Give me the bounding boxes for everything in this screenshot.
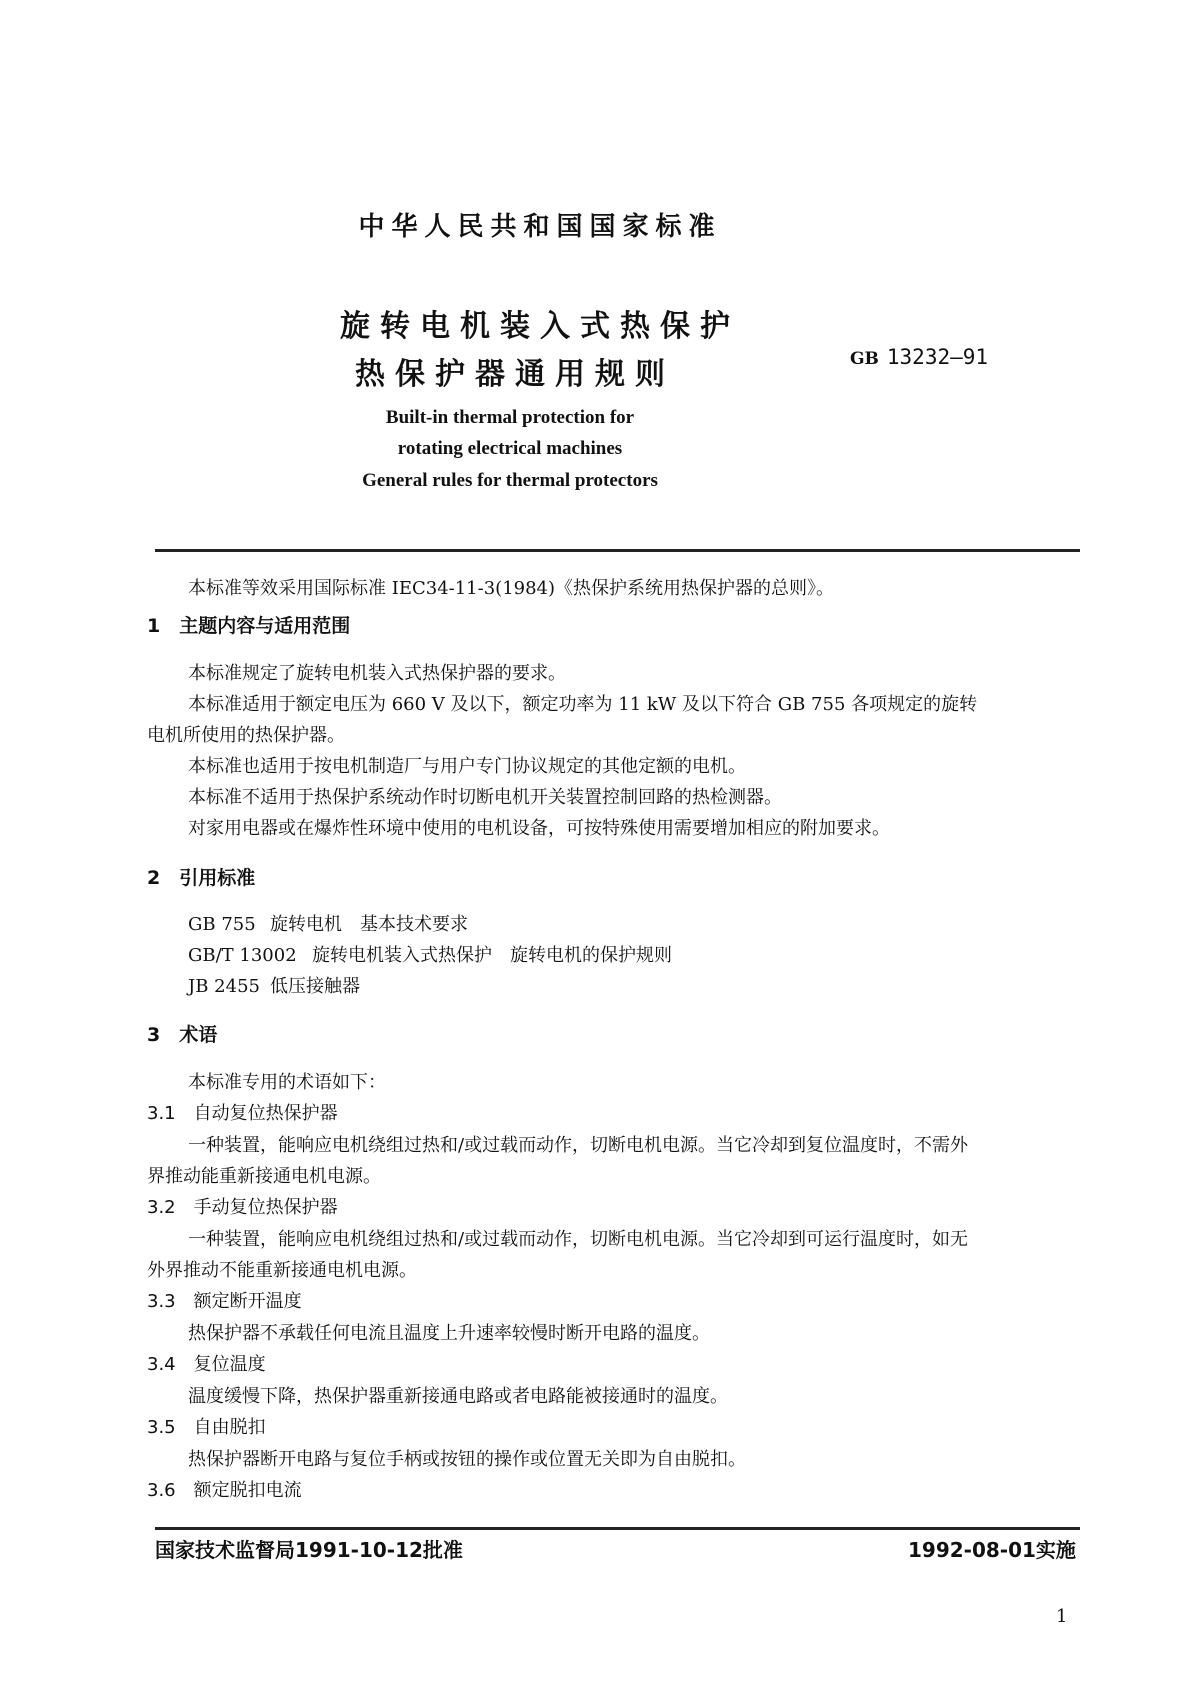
term-3-6-heading: 3.6 额定脱扣电流 <box>147 1480 302 1501</box>
standard-number <box>850 345 988 369</box>
reference-code: JB 2455 <box>188 976 260 997</box>
reference-code: GB 755 <box>188 914 256 935</box>
gb-number: 13232—91 <box>886 345 989 369</box>
reference-item <box>188 941 672 967</box>
term-3-2-text-line-2: 外界推动不能重新接通电机电源。 <box>147 1260 417 1281</box>
term-3-1-text-line-1: 一种装置，能响应电机绕组过热和/或过载而动作，切断电机电源。当它冷却到复位温度时，不需外 <box>188 1135 969 1156</box>
top-divider <box>155 549 1080 552</box>
term-3-5-heading: 3.5 自由脱扣 <box>147 1417 266 1438</box>
term-3-4-heading: 3.4 复位温度 <box>147 1354 266 1375</box>
term-3-1-heading: 3.1 自动复位热保护器 <box>147 1103 338 1124</box>
section-3-heading: 3 术语 <box>147 1024 218 1046</box>
english-title-line-2: rotating electrical machines <box>397 438 623 459</box>
section-1-paragraph-2-line-2: 电机所使用的热保护器。 <box>147 725 345 746</box>
gb-prefix: GB <box>850 349 879 369</box>
section-1-paragraph-3: 本标准也适用于按电机制造厂与用户专门协议规定的其他定额的电机。 <box>188 756 746 777</box>
term-3-1-text-line-2: 界推动能重新接通电机电源。 <box>147 1166 381 1187</box>
reference-title: 旋转电机装入式热保护 旋转电机的保护规则 <box>312 945 672 966</box>
implementation-date: 1992-08-01实施 <box>908 1538 1076 1562</box>
section-1-paragraph-1: 本标准规定了旋转电机装入式热保护器的要求。 <box>188 663 566 684</box>
english-title-line-1: Built-in thermal protection for <box>385 407 635 428</box>
term-3-3-text: 热保护器不承载任何电流且温度上升速率较慢时断开电路的温度。 <box>188 1323 710 1344</box>
reference-title: 低压接触器 <box>270 976 360 997</box>
section-1-paragraph-4: 本标准不适用于热保护系统动作时切断电机开关装置控制回路的热检测器。 <box>188 787 782 808</box>
national-standard-heading: 中华人民共和国国家标准 <box>358 212 722 242</box>
title-line-1: 旋转电机装入式热保护 <box>340 309 740 344</box>
english-title-line-3: General rules for thermal protectors <box>362 470 658 491</box>
section-2-heading: 2 引用标准 <box>147 867 256 889</box>
approval-date: 国家技术监督局1991-10-12批准 <box>155 1538 463 1562</box>
term-3-4-text: 温度缓慢下降，热保护器重新接通电路或者电路能被接通时的温度。 <box>188 1386 728 1407</box>
section-3-intro: 本标准专用的术语如下： <box>188 1072 386 1093</box>
term-3-2-heading: 3.2 手动复位热保护器 <box>147 1197 338 1218</box>
section-1-paragraph-2-line-1: 本标准适用于额定电压为 660 V 及以下，额定功率为 11 kW 及以下符合 GB 755 各项规定的旋转 <box>188 694 978 715</box>
section-1-heading: 1 主题内容与适用范围 <box>147 615 351 637</box>
reference-item <box>188 910 468 936</box>
term-3-5-text: 热保护器断开电路与复位手柄或按钮的操作或位置无关即为自由脱扣。 <box>188 1449 746 1470</box>
section-1-paragraph-5: 对家用电器或在爆炸性环境中使用的电机设备，可按特殊使用需要增加相应的附加要求。 <box>188 818 890 839</box>
page-number: 1 <box>1056 1606 1068 1627</box>
reference-code: GB/T 13002 <box>188 945 297 966</box>
term-3-3-heading: 3.3 额定断开温度 <box>147 1291 302 1312</box>
title-line-2: 热保护器通用规则 <box>355 357 675 392</box>
bottom-divider <box>155 1527 1080 1530</box>
reference-item <box>188 972 360 998</box>
term-3-2-text-line-1: 一种装置，能响应电机绕组过热和/或过载而动作，切断电机电源。当它冷却到可运行温度时，如无 <box>188 1229 969 1250</box>
intro-paragraph: 本标准等效采用国际标准 IEC34-11-3(1984)《热保护系统用热保护器的总则》。 <box>188 578 835 599</box>
reference-title: 旋转电机 基本技术要求 <box>270 914 468 935</box>
